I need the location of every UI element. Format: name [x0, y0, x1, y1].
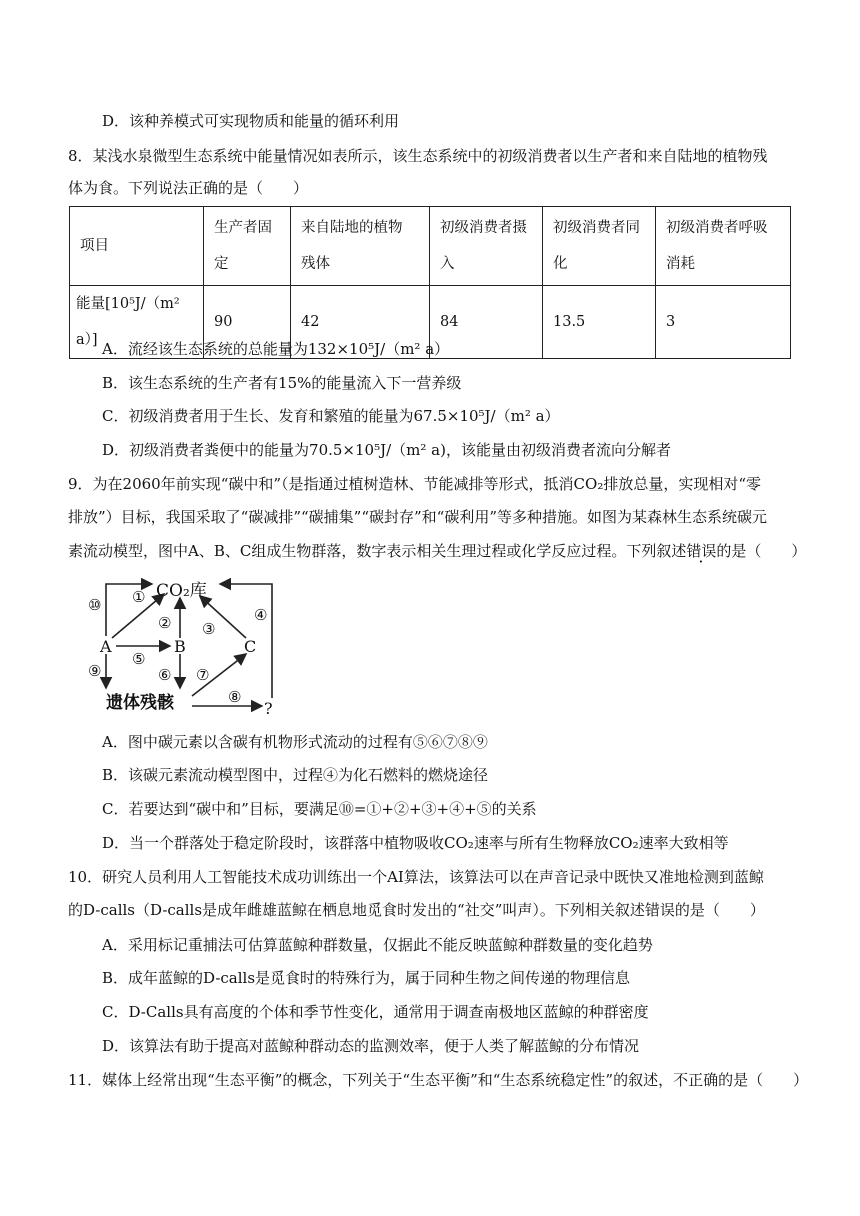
- q10-option-b: B．成年蓝鲸的D-calls是觅食时的特殊行为，属于同种生物之间传递的物理信息: [102, 969, 631, 987]
- table-cell: 3: [656, 286, 791, 359]
- q8-option-d: D．初级消费者粪便中的能量为70.5×10⁵J/（m² a)，该能量由初级消费者流向分解者: [102, 441, 671, 459]
- table-cell: 13.5: [543, 286, 656, 359]
- node-c: C: [244, 637, 257, 656]
- table-header-cell: 初级消费者摄 入: [430, 207, 543, 286]
- unknown-label: ?: [264, 699, 273, 718]
- q10-stem-line1: 10．研究人员利用人工智能技术成功训练出一个AI算法，该算法可以在声音记录中既快又准地检测到蓝鲸: [68, 868, 764, 886]
- q9-option-a: A．图中碳元素以含碳有机物形式流动的过程有⑤⑥⑦⑧⑨: [102, 733, 488, 751]
- co2-label: CO₂库: [156, 581, 207, 601]
- q8-option-b: B．该生态系统的生产者有15%的能量流入下一营养级: [102, 374, 462, 392]
- q9-stem-line3: 素流动模型，图中A、B、C组成生物群落，数字表示相关生理过程或化学反应过程。下列叙述错误的是（ ）: [68, 542, 807, 560]
- emphasis-text: 错误: [686, 542, 717, 560]
- table-cell: 90: [204, 286, 291, 359]
- label-6: ⑥: [158, 666, 172, 684]
- label-7: ⑦: [196, 666, 210, 684]
- label-2: ②: [158, 614, 172, 632]
- q8-option-c: C．初级消费者用于生长、发育和繁殖的能量为67.5×10⁵J/（m² a）: [102, 407, 560, 425]
- carbon-flow-diagram: [78, 578, 288, 718]
- label-10: ⑩: [88, 596, 102, 614]
- q9-option-d: D．当一个群落处于稳定阶段时，该群落中植物吸收CO₂速率与所有生物释放CO₂速率大致相等: [102, 834, 729, 852]
- q8-stem-line2: 体为食。下列说法正确的是（ ）: [68, 179, 309, 197]
- q10-option-a: A．采用标记重捕法可估算蓝鲸种群数量，仅据此不能反映蓝鲸种群数量的变化趋势: [102, 936, 653, 954]
- q9-stem-line2: 排放”）目标，我国采取了“碳减排”“碳捕集”“碳封存”和“碳利用”等多种措施。如图为某森林生态系统碳元: [68, 508, 768, 526]
- label-1: ①: [132, 588, 146, 606]
- table-header-row: [70, 207, 791, 286]
- node-b: B: [174, 637, 186, 656]
- table-header-cell: 初级消费者呼吸 消耗: [656, 207, 791, 286]
- q9-option-c: C．若要达到“碳中和”目标，要满足⑩=①+②+③+④+⑤的关系: [102, 800, 537, 818]
- table-cell: 42: [291, 286, 430, 359]
- label-5: ⑤: [132, 650, 146, 668]
- label-4: ④: [254, 606, 268, 624]
- q9-stem-line1: 9．为在2060年前实现“碳中和”（是指通过植树造林、节能减排等形式，抵消CO₂排放总量，实现相对“零: [68, 475, 762, 493]
- table-header-cell: 项目: [70, 207, 204, 286]
- label-9: ⑨: [88, 662, 102, 680]
- table-header-cell: 生产者固 定: [204, 207, 291, 286]
- q8-option-a: A．流经该生态系统的总能量为132×10⁵J/（m² a）: [102, 340, 450, 358]
- table-cell: 84: [430, 286, 543, 359]
- node-a: A: [100, 637, 112, 656]
- table-header-cell: 来自陆地的植物 残体: [291, 207, 430, 286]
- table-header-cell: 初级消费者同 化: [543, 207, 656, 286]
- q8-stem-line1: 8．某浅水泉微型生态系统中能量情况如表所示，该生态系统中的初级消费者以生产者和来自陆地的植物残: [68, 147, 768, 165]
- remains-label: 遗体残骸: [106, 693, 174, 713]
- q10-option-c: C．D-Calls具有高度的个体和季节性变化，通常用于调查南极地区蓝鲸的种群密度: [102, 1003, 649, 1021]
- q10-option-d: D．该算法有助于提高对蓝鲸种群动态的监测效率，便于人类了解蓝鲸的分布情况: [102, 1037, 640, 1055]
- q9-option-b: B．该碳元素流动模型图中，过程④为化石燃料的燃烧途径: [102, 766, 489, 784]
- label-8: ⑧: [228, 688, 242, 706]
- q7-option-d: D．该种养模式可实现物质和能量的循环利用: [102, 112, 400, 130]
- table-row-label: 能量[10⁵J/（m² a）]: [70, 286, 204, 359]
- q10-stem-line2: 的D-calls（D-calls是成年雌雄蓝鲸在栖息地觅食时发出的“社交”叫声）。下列相关叙述错误的是（ ）: [68, 901, 765, 919]
- label-3: ③: [202, 620, 216, 638]
- q11-stem-line1: 11．媒体上经常出现“生态平衡”的概念，下列关于“生态平衡”和“生态系统稳定性”的叙述，不正确的是（ ）: [68, 1071, 809, 1089]
- energy-table: [69, 206, 791, 359]
